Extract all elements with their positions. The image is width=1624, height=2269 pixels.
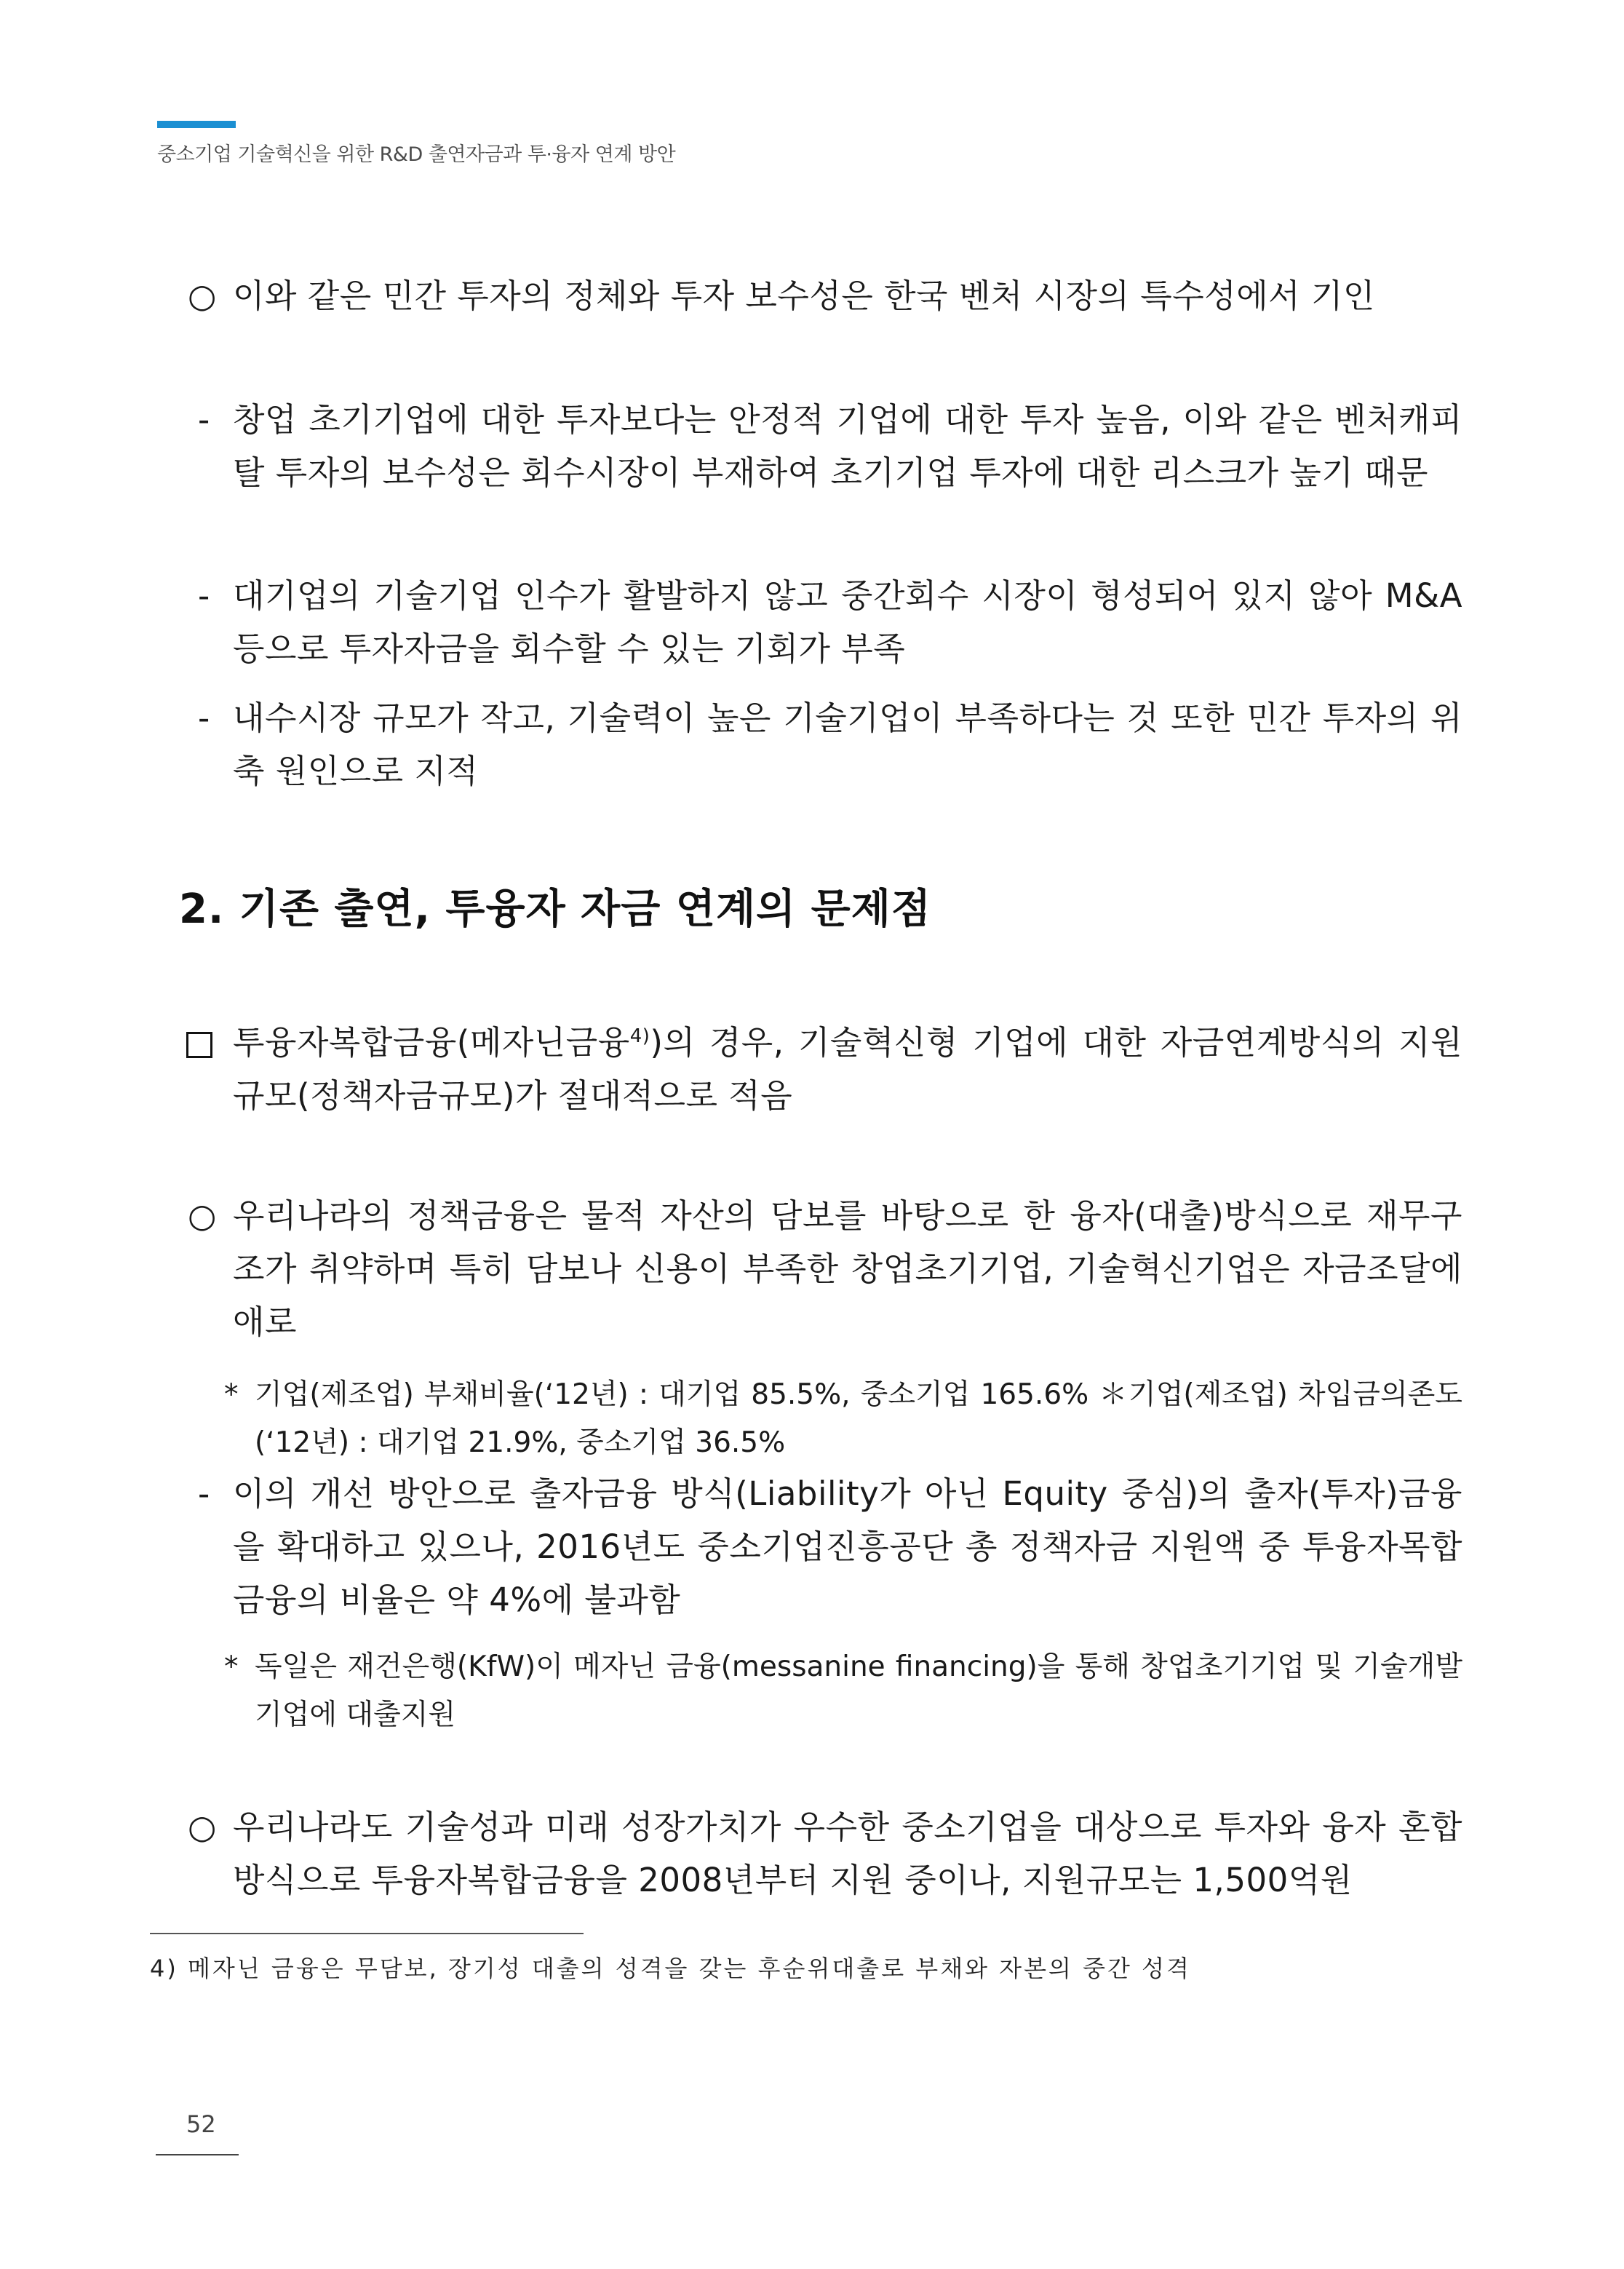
dash-marker: - [198, 699, 210, 737]
section-title: 2. 기존 출연, 투융자 자금 연계의 문제점 [179, 886, 931, 933]
running-header: 중소기업 기술혁신을 위한 R&D 출연자금과 투·융자 연계 방안 [157, 143, 676, 166]
checkbox-icon [186, 1032, 212, 1058]
footnote-divider [150, 1933, 584, 1934]
dash-marker: - [198, 1474, 210, 1513]
footnote: 4) 메자닌 금융은 무담보, 장기성 대출의 성격을 갖는 후순위대출로 부채와 자본의 중간 성격 [150, 1955, 1191, 1982]
dash-item: 창업 초기기업에 대한 투자보다는 안정적 기업에 대한 투자 높음, 이와 같은 벤처캐피탈 투자의 보수성은 회수시장이 부재하여 초기기업 투자에 대한 리스크가 높기 때문 [233, 400, 1462, 492]
dash-marker: - [198, 576, 210, 615]
intro-paragraph: 이와 같은 민간 투자의 정체와 투자 보수성은 한국 벤처 시장의 특수성에서 기인 [233, 277, 1375, 315]
page-number-rule [156, 2154, 239, 2155]
header-accent-bar [157, 121, 236, 128]
note-text: 기업(제조업) 부채비율(‘12년) : 대기업 85.5%, 중소기업 165.6% ＊기업(제조업) 차입금의존도(‘12년) : 대기업 21.9%, 중소기업 36.5% [255, 1378, 1462, 1459]
box-item-text-before: 투융자복합금융(메자닌금융 [233, 1023, 630, 1062]
box-item-paragraph [233, 1016, 1462, 1122]
bullet-marker: ○ [188, 1808, 217, 1846]
dash-item: 내수시장 규모가 작고, 기술력이 높은 기술기업이 부족하다는 것 또한 민간 투자의 위축 원인으로 지적 [233, 699, 1462, 790]
bullet-marker: ○ [188, 1196, 217, 1235]
dash-item: 이의 개선 방안으로 출자금융 방식(Liability가 아닌 Equity 중심)의 출자(투자)금융을 확대하고 있으나, 2016년도 중소기업진흥공단 총 정책자금 지원액 중 투융자목합금융의 비율은 약 4%에 불과함 [233, 1474, 1462, 1619]
dash-marker: - [198, 400, 210, 439]
note-marker: * [224, 1650, 239, 1683]
bullet-marker: ○ [188, 277, 217, 315]
footnote-reference: 4) [629, 1025, 650, 1047]
bullet-paragraph: 우리나라도 기술성과 미래 성장가치가 우수한 중소기업을 대상으로 투자와 융자 혼합 방식으로 투융자복합금융을 2008년부터 지원 중이나, 지원규모는 1,500억원 [233, 1808, 1462, 1899]
note-marker: * [224, 1378, 239, 1411]
page-number: 52 [186, 2110, 216, 2138]
box-item-text-after: )의 경우, 기술혁신형 기업에 대한 자금연계방식의 지원규모(정책자금규모)가 절대적으로 적음 [233, 1023, 1462, 1115]
bullet-paragraph: 우리나라의 정책금융은 물적 자산의 담보를 바탕으로 한 융자(대출)방식으로 재무구조가 취약하며 특히 담보나 신용이 부족한 창업초기기업, 기술혁신기업은 자금조달에 애로 [233, 1196, 1462, 1341]
dash-item: 대기업의 기술기업 인수가 활발하지 않고 중간회수 시장이 형성되어 있지 않아 M&A 등으로 투자자금을 회수할 수 있는 기회가 부족 [233, 576, 1462, 668]
note-text: 독일은 재건은행(KfW)이 메자닌 금융(messanine financing)을 통해 창업초기기업 및 기술개발기업에 대출지원 [255, 1650, 1462, 1731]
